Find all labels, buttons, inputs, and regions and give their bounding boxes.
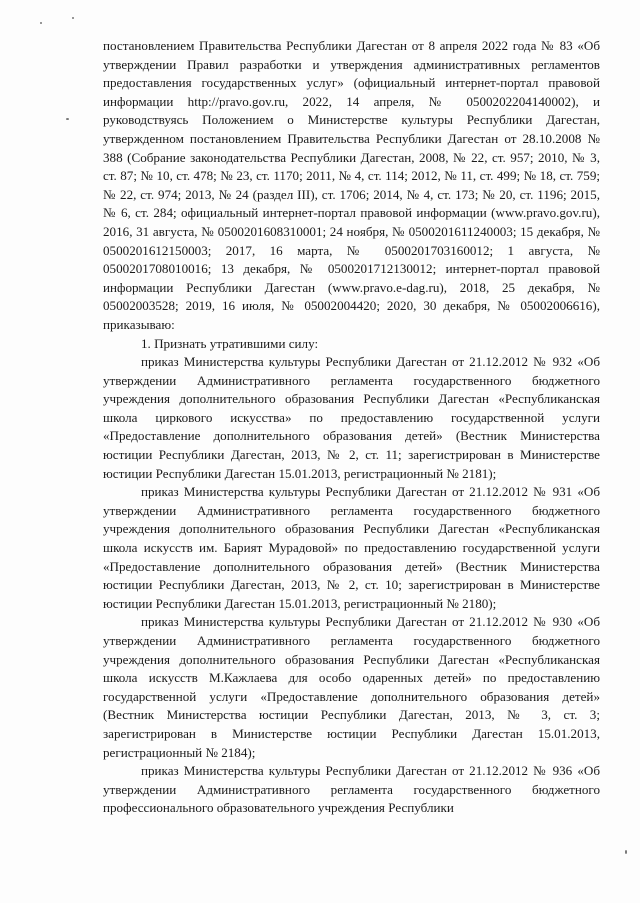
repealed-order-932: приказ Министерства культуры Республики Дагестан от 21.12.2012 № 932 «Об утверждении Административного регламента государственного бюджетного учреждения дополнительного образования Республики Дагестан «Республиканская школа циркового искусства» по предоставлению государственной услуги «Предоставление дополнительного образования детей» (Вестник Министерства юстиции Республики Дагестан, 2013, № 2, ст. 11; зарегистрирован в Министерстве юстиции Республики Дагестан 15.01.2013, регистрационный № 2181);: [103, 354, 600, 481]
repealed-order-931: приказ Министерства культуры Республики Дагестан от 21.12.2012 № 931 «Об утверждении Административного регламента государственного бюджетного учреждения дополнительного образования Республики Дагестан «Республиканская школа искусств им. Барият Мурадовой» по предоставлению государственной услуги «Предоставление дополнительного образования детей» (Вестник Министерства юстиции Республики Дагестан, 2013, № 2, ст. 10; зарегистрирован в Министерстве юстиции Республики Дагестан 15.01.2013, регистрационный № 2180);: [103, 484, 600, 611]
preamble-paragraph: постановлением Правительства Республики Дагестан от 8 апреля 2022 года № 83 «Об утверждении Правил разработки и утверждения административных регламентов предоставления государственных услуг» (официальный интернет-портал правовой информации http://pravo.gov.ru, 2022, 14 апреля, № 0500202204140002), и руководствуясь Положением о Министерстве культуры Республики Дагестан, утвержденном постановлением Правительства Республики Дагестан от 28.10.2008 № 388 (Собрание законодательства Республики Дагестан, 2008, № 22, ст. 957; 2010, № 3, ст. 87; № 10, ст. 478; № 23, ст. 1170; 2011, № 4, ст. 114; 2012, № 11, ст. 499; № 18, ст. 759; № 22, ст. 974; 2013, № 24 (раздел III), ст. 1706; 2014, № 4, ст. 173; № 20, ст. 1196; 2015, № 6, ст. 284; официальный интернет-портал правовой информации (www.pravo.gov.ru), 2016, 31 августа, № 0500201608310001; 24 ноября, № 0500201611240003; 15 декабря, № 0500201612150003; 2017, 16 марта, № 0500201703160012; 1 августа, № 0500201708010016; 13 декабря, № 0500201712130012; интернет-портал правовой информации Республики Дагестан (www.pravo.e-dag.ru), 2018, 25 декабря, № 05002003528; 2019, 16 июля, № 05002004420; 2020, 30 декабря, № 05002006616), приказываю:: [103, 38, 600, 332]
scan-speck: [625, 850, 627, 854]
repealed-order-930: приказ Министерства культуры Республики Дагестан от 21.12.2012 № 930 «Об утверждении Административного регламента государственного бюджетного учреждения дополнительного образования Республики Дагестан «Республиканская школа искусств М.Кажлаева для особо одаренных детей» по предоставлению государственной услуги «Предоставление дополнительного образования детей» (Вестник Министерства юстиции Республики Дагестан, 2013, № 3, ст. 3; зарегистрирован в Министерстве юстиции Республики Дагестан 15.01.2013, регистрационный № 2184);: [103, 614, 600, 760]
document-body: [103, 37, 600, 818]
repealed-order-936: приказ Министерства культуры Республики Дагестан от 21.12.2012 № 936 «Об утверждении Административного регламента государственного бюджетного профессионального образовательного учреждения Республики: [103, 763, 600, 816]
item-1-heading: 1. Признать утратившими силу:: [141, 335, 319, 351]
scan-speck: [72, 17, 74, 19]
scan-speck: [66, 118, 69, 120]
scan-speck: [40, 22, 42, 24]
